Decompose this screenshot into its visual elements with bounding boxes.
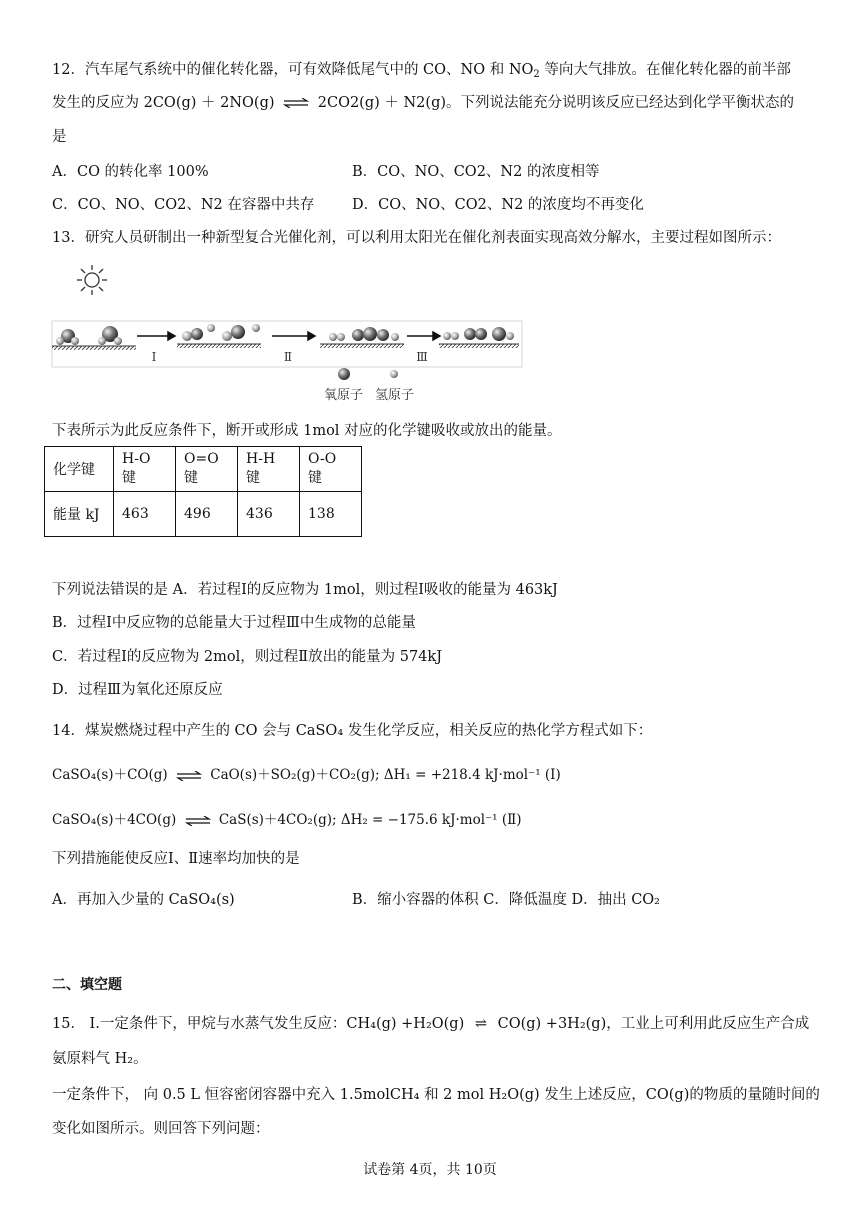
equilibrium-arrow-icon (176, 771, 202, 781)
q13-table-intro: 下表所示为此反应条件下，断开或形成 1mol 对应的化学键吸收或放出的能量。 (52, 423, 562, 439)
table-cell: H-H 键 (238, 447, 300, 492)
stage-3-atoms (443, 327, 514, 341)
q12-line3: 是 (52, 129, 67, 145)
table-cell: 436 (238, 492, 300, 537)
sun-icon (77, 265, 107, 295)
q12-option-a: A．CO 的转化率 100% (52, 164, 209, 180)
stage-2-atoms (329, 327, 399, 341)
step-1-label: Ⅰ (151, 350, 157, 364)
q14-equation-1: CaSO₄(s)＋CO(g) CaO(s)＋SO₂(g)＋CO₂(g); ΔH₁ = +218.4 kJ·mol⁻¹ (Ⅰ) (52, 767, 561, 783)
table-cell: 463 (114, 492, 176, 537)
legend-hydrogen: 氢原子 (375, 388, 415, 403)
equilibrium-arrow-icon (185, 816, 211, 826)
q15-line1: 15． Ⅰ.一定条件下，甲烷与水蒸气发生反应：CH₄(g) +H₂O(g) ⇌ CO(g) +3H₂(g)，工业上可利用此反应生产合成 (52, 1016, 810, 1032)
q14-options-bcd: B．缩小容器的体积 C．降低温度 D．抽出 CO₂ (352, 892, 660, 908)
q12-option-d: D．CO、NO、CO2、N2 的浓度均不再变化 (352, 197, 644, 213)
q13-option-b: B．过程Ⅰ中反应物的总能量大于过程Ⅲ中生成物的总能量 (52, 615, 416, 631)
table-cell: 138 (300, 492, 362, 537)
step-3-label: Ⅲ (416, 350, 428, 364)
q13-option-d: D．过程Ⅲ为氧化还原反应 (52, 682, 223, 698)
q14-question: 下列措施能使反应Ⅰ、Ⅱ速率均加快的是 (52, 851, 300, 867)
step-2-label: Ⅱ (283, 350, 293, 364)
q12-line1: 12．汽车尾气系统中的催化转化器，可有效降低尾气中的 CO、NO 和 $NO_2$ 等向大气排放。在催化转化器的前半部 (52, 62, 791, 80)
table-cell: 496 (176, 492, 238, 537)
table-cell: O-O 键 (300, 447, 362, 492)
q12-option-c: C．CO、NO、CO2、N2 在容器中共存 (52, 197, 315, 213)
table-cell: 化学键 (45, 447, 114, 492)
legend-oxygen: 氧原子 (324, 388, 364, 403)
q15-line4: 变化如图所示。则回答下列问题： (52, 1121, 270, 1137)
table-row (45, 492, 362, 537)
equilibrium-arrow-icon (283, 98, 309, 108)
q15-line3: 一定条件下， 向 0.5 L 恒容密闭容器中充入 1.5molCH₄ 和 2 mol H₂O(g) 发生上述反应，CO(g)的物质的量随时间的 (52, 1087, 820, 1103)
q12-line2: 发生的反应为 2CO(g) ＋ 2NO(g) 2CO2(g) ＋ N2(g)。下列说法能充分说明该反应已经达到化学平衡状态的 (52, 95, 795, 111)
photocatalysis-diagram (50, 258, 530, 408)
table-cell: H-O 键 (114, 447, 176, 492)
section-heading: 二、填空题 (52, 977, 122, 993)
q14-equation-2: CaSO₄(s)＋4CO(g) CaS(s)＋4CO₂(g); ΔH₂ = −175.6 kJ·mol⁻¹ (Ⅱ) (52, 812, 522, 828)
q14-stem: 14．煤炭燃烧过程中产生的 CO 会与 CaSO₄ 发生化学反应，相关反应的热化学方程式如下： (52, 723, 653, 739)
q13-stem: 13．研究人员研制出一种新型复合光催化剂，可以利用太阳光在催化剂表面实现高效分解水，主要过程如图所示： (52, 230, 781, 246)
table-cell: 能量 kJ (45, 492, 114, 537)
water-molecules (56, 326, 122, 345)
q12-option-b: B．CO、NO、CO2、N2 的浓度相等 (352, 164, 600, 180)
hydrogen-atom-icon (390, 370, 398, 378)
page-footer: 试卷第 4页，共 10页 (363, 1162, 497, 1178)
oxygen-atom-icon (338, 368, 350, 380)
bond-energy-table (44, 446, 362, 537)
q15-line2: 氨原料气 H₂。 (52, 1051, 148, 1067)
table-row (45, 447, 362, 492)
q13-option-a: 下列说法错误的是 A．若过程Ⅰ的反应物为 1mol，则过程Ⅰ吸收的能量为 463kJ (52, 582, 558, 598)
q14-option-a: A．再加入少量的 CaSO₄(s) (52, 892, 235, 908)
stage-1-atoms (182, 324, 260, 341)
table-cell: O=O 键 (176, 447, 238, 492)
q13-option-c: C．若过程Ⅰ的反应物为 2mol，则过程Ⅱ放出的能量为 574kJ (52, 649, 443, 665)
equilibrium-arrow-icon: ⇌ (474, 1016, 488, 1032)
